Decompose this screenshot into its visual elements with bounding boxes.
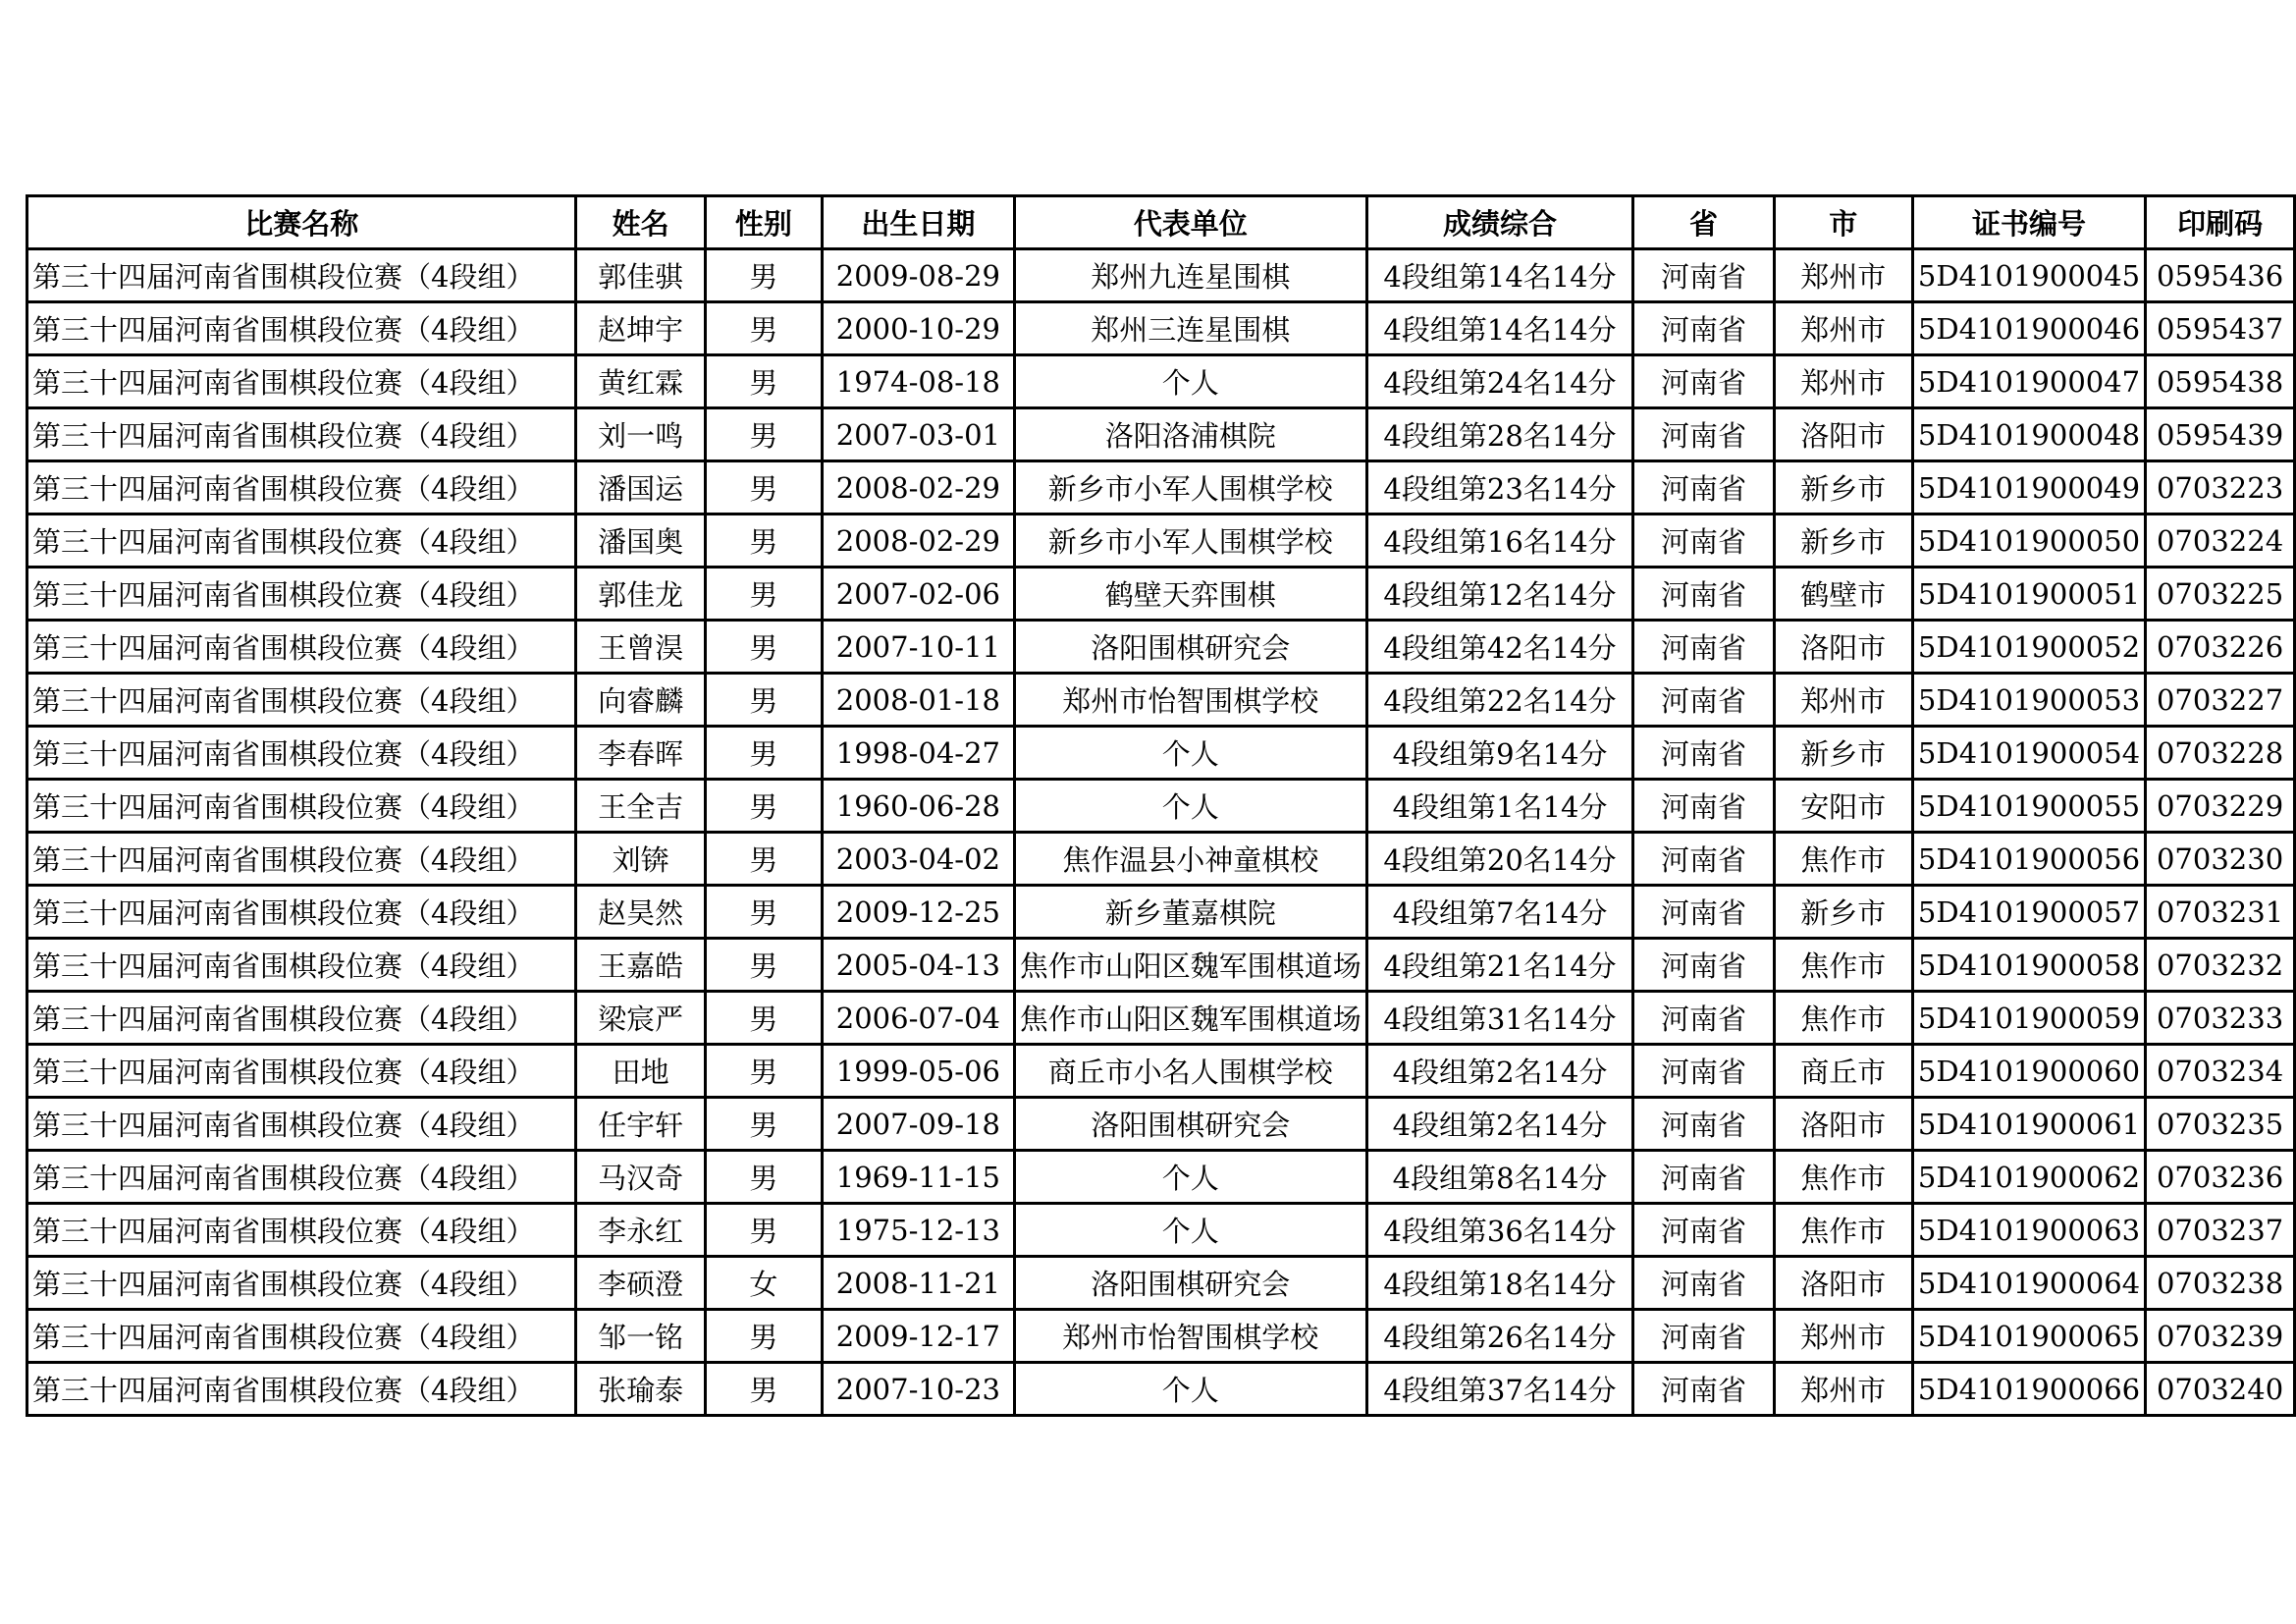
cell-result: 4段组第7名14分: [1366, 886, 1633, 939]
cell-name: 任宇轩: [576, 1098, 705, 1151]
cell-name: 梁宸严: [576, 992, 705, 1045]
table-row: [27, 886, 2295, 939]
cell-result: 4段组第20名14分: [1366, 833, 1633, 886]
cell-print-code: 0703235: [2146, 1098, 2295, 1151]
cell-certificate-no: 5D4101900058: [1912, 939, 2145, 992]
cell-unit: 新乡董嘉棋院: [1014, 886, 1366, 939]
cell-name: 向睿麟: [576, 674, 705, 727]
cell-result: 4段组第26名14分: [1366, 1310, 1633, 1363]
cell-certificate-no: 5D4101900065: [1912, 1310, 2145, 1363]
cell-competition: 第三十四届河南省围棋段位赛（4段组）: [27, 992, 576, 1045]
column-header-certificate-no: 证书编号: [1912, 196, 2145, 249]
cell-certificate-no: 5D4101900050: [1912, 514, 2145, 568]
cell-certificate-no: 5D4101900047: [1912, 355, 2145, 408]
cell-name: 李春晖: [576, 727, 705, 780]
cell-print-code: 0703225: [2146, 568, 2295, 621]
cell-certificate-no: 5D4101900063: [1912, 1204, 2145, 1257]
cell-competition: 第三十四届河南省围棋段位赛（4段组）: [27, 939, 576, 992]
table-row: [27, 1204, 2295, 1257]
cell-gender: 男: [705, 461, 822, 514]
cell-result: 4段组第18名14分: [1366, 1257, 1633, 1310]
cell-result: 4段组第28名14分: [1366, 408, 1633, 461]
cell-result: 4段组第21名14分: [1366, 939, 1633, 992]
cell-city: 新乡市: [1774, 461, 1912, 514]
cell-result: 4段组第8名14分: [1366, 1151, 1633, 1204]
cell-unit: 焦作温县小神童棋校: [1014, 833, 1366, 886]
cell-province: 河南省: [1633, 1363, 1774, 1416]
cell-province: 河南省: [1633, 302, 1774, 355]
cell-competition: 第三十四届河南省围棋段位赛（4段组）: [27, 1310, 576, 1363]
cell-name: 李永红: [576, 1204, 705, 1257]
cell-city: 郑州市: [1774, 249, 1912, 302]
cell-birth-date: 2009-12-25: [823, 886, 1015, 939]
table-row: [27, 461, 2295, 514]
cell-certificate-no: 5D4101900061: [1912, 1098, 2145, 1151]
cell-city: 洛阳市: [1774, 408, 1912, 461]
cell-birth-date: 2008-01-18: [823, 674, 1015, 727]
cell-gender: 男: [705, 302, 822, 355]
cell-certificate-no: 5D4101900056: [1912, 833, 2145, 886]
cell-gender: 男: [705, 249, 822, 302]
cell-name: 潘国运: [576, 461, 705, 514]
cell-certificate-no: 5D4101900045: [1912, 249, 2145, 302]
cell-unit: 洛阳围棋研究会: [1014, 1257, 1366, 1310]
cell-certificate-no: 5D4101900059: [1912, 992, 2145, 1045]
cell-unit: 商丘市小名人围棋学校: [1014, 1045, 1366, 1098]
cell-unit: 新乡市小军人围棋学校: [1014, 461, 1366, 514]
cell-gender: 男: [705, 1363, 822, 1416]
cell-unit: 个人: [1014, 1363, 1366, 1416]
cell-gender: 男: [705, 408, 822, 461]
cell-certificate-no: 5D4101900064: [1912, 1257, 2145, 1310]
cell-gender: 男: [705, 727, 822, 780]
cell-gender: 男: [705, 939, 822, 992]
column-header-result: 成绩综合: [1366, 196, 1633, 249]
cell-province: 河南省: [1633, 621, 1774, 674]
cell-name: 邹一铭: [576, 1310, 705, 1363]
cell-certificate-no: 5D4101900046: [1912, 302, 2145, 355]
cell-unit: 洛阳洛浦棋院: [1014, 408, 1366, 461]
cell-province: 河南省: [1633, 992, 1774, 1045]
cell-competition: 第三十四届河南省围棋段位赛（4段组）: [27, 621, 576, 674]
cell-name: 王全吉: [576, 780, 705, 833]
cell-birth-date: 1969-11-15: [823, 1151, 1015, 1204]
cell-city: 焦作市: [1774, 992, 1912, 1045]
cell-province: 河南省: [1633, 1151, 1774, 1204]
cell-certificate-no: 5D4101900060: [1912, 1045, 2145, 1098]
table-row: [27, 780, 2295, 833]
column-header-city: 市: [1774, 196, 1912, 249]
cell-province: 河南省: [1633, 514, 1774, 568]
cell-print-code: 0595436: [2146, 249, 2295, 302]
cell-birth-date: 2009-08-29: [823, 249, 1015, 302]
table-row: [27, 992, 2295, 1045]
cell-unit: 个人: [1014, 1151, 1366, 1204]
cell-result: 4段组第1名14分: [1366, 780, 1633, 833]
cell-name: 赵昊然: [576, 886, 705, 939]
cell-province: 河南省: [1633, 1098, 1774, 1151]
cell-gender: 男: [705, 674, 822, 727]
cell-city: 洛阳市: [1774, 1257, 1912, 1310]
cell-birth-date: 1974-08-18: [823, 355, 1015, 408]
table-row: [27, 1363, 2295, 1416]
cell-certificate-no: 5D4101900055: [1912, 780, 2145, 833]
cell-city: 郑州市: [1774, 674, 1912, 727]
cell-unit: 洛阳围棋研究会: [1014, 1098, 1366, 1151]
cell-competition: 第三十四届河南省围棋段位赛（4段组）: [27, 1098, 576, 1151]
column-header-competition: 比赛名称: [27, 196, 576, 249]
header-row: [27, 196, 2295, 249]
cell-print-code: 0703233: [2146, 992, 2295, 1045]
cell-province: 河南省: [1633, 674, 1774, 727]
cell-print-code: 0703238: [2146, 1257, 2295, 1310]
table-row: [27, 833, 2295, 886]
cell-city: 郑州市: [1774, 355, 1912, 408]
cell-result: 4段组第37名14分: [1366, 1363, 1633, 1416]
table-row: [27, 674, 2295, 727]
results-sheet: [26, 194, 2296, 1417]
table-row: [27, 1257, 2295, 1310]
table-row: [27, 355, 2295, 408]
cell-city: 焦作市: [1774, 1151, 1912, 1204]
table-row: [27, 408, 2295, 461]
cell-competition: 第三十四届河南省围棋段位赛（4段组）: [27, 1204, 576, 1257]
cell-print-code: 0703230: [2146, 833, 2295, 886]
cell-province: 河南省: [1633, 355, 1774, 408]
cell-print-code: 0703223: [2146, 461, 2295, 514]
cell-print-code: 0703226: [2146, 621, 2295, 674]
cell-birth-date: 1975-12-13: [823, 1204, 1015, 1257]
cell-competition: 第三十四届河南省围棋段位赛（4段组）: [27, 727, 576, 780]
cell-birth-date: 1998-04-27: [823, 727, 1015, 780]
table-row: [27, 1151, 2295, 1204]
cell-result: 4段组第12名14分: [1366, 568, 1633, 621]
cell-competition: 第三十四届河南省围棋段位赛（4段组）: [27, 249, 576, 302]
cell-province: 河南省: [1633, 408, 1774, 461]
cell-birth-date: 2006-07-04: [823, 992, 1015, 1045]
cell-birth-date: 2008-02-29: [823, 461, 1015, 514]
column-header-gender: 性别: [705, 196, 822, 249]
cell-certificate-no: 5D4101900054: [1912, 727, 2145, 780]
cell-name: 田地: [576, 1045, 705, 1098]
cell-gender: 男: [705, 1045, 822, 1098]
cell-result: 4段组第31名14分: [1366, 992, 1633, 1045]
cell-city: 鹤壁市: [1774, 568, 1912, 621]
cell-print-code: 0703231: [2146, 886, 2295, 939]
table-row: [27, 249, 2295, 302]
cell-competition: 第三十四届河南省围棋段位赛（4段组）: [27, 1257, 576, 1310]
cell-province: 河南省: [1633, 939, 1774, 992]
cell-print-code: 0703224: [2146, 514, 2295, 568]
cell-unit: 洛阳围棋研究会: [1014, 621, 1366, 674]
cell-unit: 个人: [1014, 355, 1366, 408]
cell-birth-date: 2000-10-29: [823, 302, 1015, 355]
cell-gender: 男: [705, 833, 822, 886]
table-row: [27, 514, 2295, 568]
table-row: [27, 1098, 2295, 1151]
cell-birth-date: 2009-12-17: [823, 1310, 1015, 1363]
results-table: [26, 194, 2296, 1417]
table-row: [27, 1045, 2295, 1098]
cell-province: 河南省: [1633, 1204, 1774, 1257]
cell-name: 黄红霖: [576, 355, 705, 408]
cell-unit: 个人: [1014, 780, 1366, 833]
cell-birth-date: 1999-05-06: [823, 1045, 1015, 1098]
cell-print-code: 0703237: [2146, 1204, 2295, 1257]
cell-birth-date: 2008-02-29: [823, 514, 1015, 568]
cell-result: 4段组第9名14分: [1366, 727, 1633, 780]
cell-certificate-no: 5D4101900062: [1912, 1151, 2145, 1204]
cell-name: 赵坤宇: [576, 302, 705, 355]
cell-city: 焦作市: [1774, 833, 1912, 886]
cell-result: 4段组第24名14分: [1366, 355, 1633, 408]
table-row: [27, 1310, 2295, 1363]
cell-birth-date: 2007-09-18: [823, 1098, 1015, 1151]
cell-competition: 第三十四届河南省围棋段位赛（4段组）: [27, 514, 576, 568]
cell-competition: 第三十四届河南省围棋段位赛（4段组）: [27, 1151, 576, 1204]
cell-unit: 郑州九连星围棋: [1014, 249, 1366, 302]
cell-birth-date: 2007-10-11: [823, 621, 1015, 674]
cell-unit: 鹤壁天弈围棋: [1014, 568, 1366, 621]
cell-unit: 个人: [1014, 1204, 1366, 1257]
cell-result: 4段组第16名14分: [1366, 514, 1633, 568]
cell-city: 焦作市: [1774, 939, 1912, 992]
cell-gender: 男: [705, 992, 822, 1045]
cell-gender: 男: [705, 514, 822, 568]
cell-city: 洛阳市: [1774, 621, 1912, 674]
cell-province: 河南省: [1633, 1257, 1774, 1310]
column-header-print-code: 印刷码: [2146, 196, 2295, 249]
cell-name: 王嘉皓: [576, 939, 705, 992]
cell-birth-date: 2005-04-13: [823, 939, 1015, 992]
cell-unit: 个人: [1014, 727, 1366, 780]
cell-city: 郑州市: [1774, 1310, 1912, 1363]
cell-birth-date: 2003-04-02: [823, 833, 1015, 886]
cell-certificate-no: 5D4101900066: [1912, 1363, 2145, 1416]
cell-province: 河南省: [1633, 249, 1774, 302]
cell-birth-date: 2007-03-01: [823, 408, 1015, 461]
column-header-name: 姓名: [576, 196, 705, 249]
cell-print-code: 0595438: [2146, 355, 2295, 408]
cell-birth-date: 2007-10-23: [823, 1363, 1015, 1416]
cell-birth-date: 2008-11-21: [823, 1257, 1015, 1310]
cell-name: 郭佳骐: [576, 249, 705, 302]
cell-competition: 第三十四届河南省围棋段位赛（4段组）: [27, 1045, 576, 1098]
table-body: [27, 249, 2295, 1416]
cell-unit: 焦作市山阳区魏军围棋道场: [1014, 992, 1366, 1045]
column-header-birth-date: 出生日期: [823, 196, 1015, 249]
cell-name: 马汉奇: [576, 1151, 705, 1204]
cell-print-code: 0703232: [2146, 939, 2295, 992]
cell-province: 河南省: [1633, 780, 1774, 833]
cell-name: 刘一鸣: [576, 408, 705, 461]
cell-province: 河南省: [1633, 833, 1774, 886]
table-row: [27, 568, 2295, 621]
cell-province: 河南省: [1633, 461, 1774, 514]
cell-competition: 第三十四届河南省围棋段位赛（4段组）: [27, 461, 576, 514]
cell-result: 4段组第2名14分: [1366, 1045, 1633, 1098]
cell-gender: 男: [705, 1151, 822, 1204]
cell-print-code: 0703228: [2146, 727, 2295, 780]
cell-result: 4段组第36名14分: [1366, 1204, 1633, 1257]
cell-unit: 郑州市怡智围棋学校: [1014, 674, 1366, 727]
cell-province: 河南省: [1633, 1045, 1774, 1098]
cell-result: 4段组第14名14分: [1366, 302, 1633, 355]
cell-competition: 第三十四届河南省围棋段位赛（4段组）: [27, 780, 576, 833]
column-header-unit: 代表单位: [1014, 196, 1366, 249]
cell-print-code: 0595439: [2146, 408, 2295, 461]
cell-province: 河南省: [1633, 886, 1774, 939]
cell-certificate-no: 5D4101900048: [1912, 408, 2145, 461]
cell-name: 刘锛: [576, 833, 705, 886]
cell-name: 王曾淏: [576, 621, 705, 674]
cell-competition: 第三十四届河南省围棋段位赛（4段组）: [27, 568, 576, 621]
cell-result: 4段组第14名14分: [1366, 249, 1633, 302]
cell-result: 4段组第2名14分: [1366, 1098, 1633, 1151]
cell-competition: 第三十四届河南省围棋段位赛（4段组）: [27, 674, 576, 727]
cell-city: 郑州市: [1774, 302, 1912, 355]
cell-certificate-no: 5D4101900053: [1912, 674, 2145, 727]
table-row: [27, 727, 2295, 780]
cell-competition: 第三十四届河南省围棋段位赛（4段组）: [27, 302, 576, 355]
cell-print-code: 0703239: [2146, 1310, 2295, 1363]
cell-gender: 男: [705, 568, 822, 621]
cell-print-code: 0703240: [2146, 1363, 2295, 1416]
cell-result: 4段组第22名14分: [1366, 674, 1633, 727]
cell-certificate-no: 5D4101900051: [1912, 568, 2145, 621]
cell-gender: 男: [705, 1098, 822, 1151]
cell-unit: 郑州三连星围棋: [1014, 302, 1366, 355]
cell-city: 洛阳市: [1774, 1098, 1912, 1151]
cell-certificate-no: 5D4101900052: [1912, 621, 2145, 674]
table-row: [27, 302, 2295, 355]
cell-gender: 男: [705, 621, 822, 674]
cell-unit: 新乡市小军人围棋学校: [1014, 514, 1366, 568]
cell-province: 河南省: [1633, 1310, 1774, 1363]
cell-competition: 第三十四届河南省围棋段位赛（4段组）: [27, 1363, 576, 1416]
cell-unit: 郑州市怡智围棋学校: [1014, 1310, 1366, 1363]
table-row: [27, 621, 2295, 674]
cell-print-code: 0703227: [2146, 674, 2295, 727]
column-header-province: 省: [1633, 196, 1774, 249]
cell-print-code: 0703234: [2146, 1045, 2295, 1098]
cell-city: 焦作市: [1774, 1204, 1912, 1257]
cell-gender: 男: [705, 355, 822, 408]
cell-print-code: 0595437: [2146, 302, 2295, 355]
cell-gender: 男: [705, 1310, 822, 1363]
cell-unit: 焦作市山阳区魏军围棋道场: [1014, 939, 1366, 992]
cell-gender: 男: [705, 886, 822, 939]
cell-city: 安阳市: [1774, 780, 1912, 833]
cell-competition: 第三十四届河南省围棋段位赛（4段组）: [27, 886, 576, 939]
cell-result: 4段组第23名14分: [1366, 461, 1633, 514]
cell-certificate-no: 5D4101900057: [1912, 886, 2145, 939]
cell-print-code: 0703236: [2146, 1151, 2295, 1204]
cell-name: 张瑜泰: [576, 1363, 705, 1416]
cell-birth-date: 1960-06-28: [823, 780, 1015, 833]
cell-gender: 女: [705, 1257, 822, 1310]
cell-city: 商丘市: [1774, 1045, 1912, 1098]
cell-city: 新乡市: [1774, 727, 1912, 780]
cell-city: 新乡市: [1774, 886, 1912, 939]
cell-gender: 男: [705, 1204, 822, 1257]
cell-province: 河南省: [1633, 568, 1774, 621]
cell-city: 新乡市: [1774, 514, 1912, 568]
cell-gender: 男: [705, 780, 822, 833]
cell-city: 郑州市: [1774, 1363, 1912, 1416]
cell-province: 河南省: [1633, 727, 1774, 780]
table-row: [27, 939, 2295, 992]
cell-name: 郭佳龙: [576, 568, 705, 621]
cell-name: 李硕澄: [576, 1257, 705, 1310]
cell-name: 潘国奥: [576, 514, 705, 568]
cell-certificate-no: 5D4101900049: [1912, 461, 2145, 514]
cell-print-code: 0703229: [2146, 780, 2295, 833]
cell-result: 4段组第42名14分: [1366, 621, 1633, 674]
cell-competition: 第三十四届河南省围棋段位赛（4段组）: [27, 355, 576, 408]
cell-competition: 第三十四届河南省围棋段位赛（4段组）: [27, 408, 576, 461]
cell-birth-date: 2007-02-06: [823, 568, 1015, 621]
cell-competition: 第三十四届河南省围棋段位赛（4段组）: [27, 833, 576, 886]
